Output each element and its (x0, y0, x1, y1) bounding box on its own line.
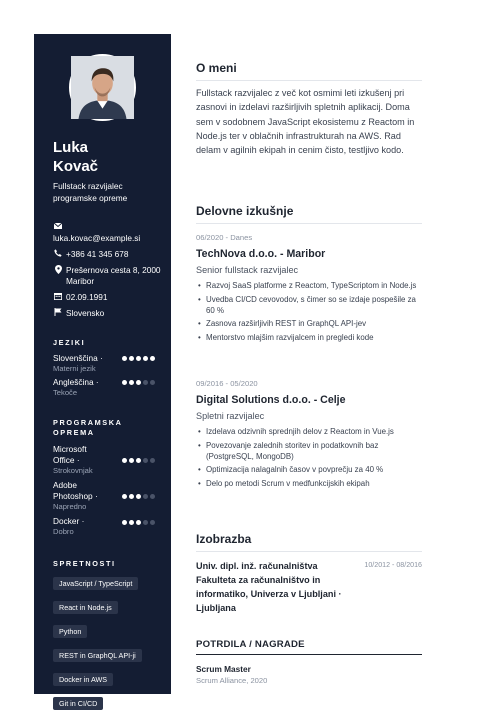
rating-dot (129, 494, 134, 499)
job-bullets (196, 281, 422, 344)
job-bullet: • Zasnova razširljivih REST in GraphQL API-jev (196, 319, 422, 330)
email-text: luka.kovac@example.si (53, 233, 141, 243)
rating-dot (143, 356, 148, 361)
job-title: Senior fullstack razvijalec (196, 265, 299, 275)
language-name: Angleščina · (53, 377, 99, 387)
profile-name (53, 138, 98, 176)
job-date: 06/2020 - Danes (196, 233, 253, 242)
certificates-divider (196, 654, 422, 655)
about-heading: O meni (196, 61, 237, 75)
last-name: Kovač (53, 158, 99, 175)
job-title: Spletni razvijalec (196, 411, 265, 421)
software-item (53, 444, 155, 476)
software-name: Docker · (53, 516, 85, 526)
skills-list (53, 573, 165, 717)
job-company: Digital Solutions d.o.o. - Celje (196, 394, 346, 406)
job-bullet: • Uvedba CI/CD cevovodov, s čimer so se izdaje pospešile za 60 % (196, 295, 422, 317)
software-list (53, 444, 155, 540)
software-rating (122, 458, 155, 463)
rating-dot (136, 380, 141, 385)
software-name: Photoshop · (53, 491, 98, 501)
rating-dot (122, 494, 127, 499)
rating-dot (129, 380, 134, 385)
education-heading: Izobrazba (196, 532, 252, 546)
software-level: Strokovnjak (53, 466, 93, 475)
software-name: Microsoft (53, 444, 87, 454)
about-text: Fullstack razvijalec z več kot osmimi leti izkušenj pri zasnovi in izdelavi razširljivih spletnih aplikacij. Doma sem v sodobnem JavaScript ekosistemu z Reactom in Node.js ter v oblačnih infrastrukturah na AWS. Rad delam v agilnih ekipah in cenim čisto, testljivo kodo. (196, 88, 415, 156)
rating-dot (143, 458, 148, 463)
job-entry (196, 379, 422, 493)
language-rating (122, 356, 155, 361)
profile-role: Fullstack razvijalec programske opreme (53, 181, 128, 203)
flag-icon (53, 308, 63, 319)
rating-dot (136, 494, 141, 499)
software-level: Napredno (53, 502, 87, 511)
skill-tag: Git in CI/CD (53, 697, 103, 710)
job-bullet: • Izdelava odzivnih sprednjih delov z Reactom in Vue.js (196, 427, 422, 438)
software-heading (53, 418, 123, 438)
language-item (53, 377, 155, 398)
software-heading-line: OPREMA (53, 428, 95, 437)
languages-heading: JEZIKI (53, 338, 86, 347)
rating-dot (150, 380, 155, 385)
software-rating (122, 520, 155, 525)
skill-tag: JavaScript / TypeScript (53, 577, 138, 590)
job-bullet: • Mentorstvo mlajšim razvijalcem in pregledi kode (196, 333, 422, 344)
nationality-text: Slovensko (66, 308, 105, 318)
job-bullets (196, 427, 422, 490)
languages-list (53, 353, 155, 401)
phone-text: +386 41 345 678 (66, 249, 129, 259)
software-rating (122, 494, 155, 499)
contact-email[interactable] (53, 221, 165, 244)
rating-dot (122, 458, 127, 463)
skill-tag: Docker in AWS (53, 673, 113, 686)
education-divider (196, 551, 422, 552)
language-level: Tekoče (53, 388, 78, 397)
rating-dot (150, 520, 155, 525)
contact-birthdate (53, 292, 165, 303)
rating-dot (136, 356, 141, 361)
rating-dot (122, 356, 127, 361)
job-bullet: • Razvoj SaaS platforme z Reactom, TypeScriptom in Node.js (196, 281, 422, 292)
contact-list (53, 221, 165, 324)
language-rating (122, 380, 155, 385)
profile-photo (71, 56, 134, 119)
education-entry (196, 560, 422, 615)
job-date: 09/2016 - 05/2020 (196, 379, 258, 388)
calendar-icon (53, 292, 63, 303)
software-name: Adobe (53, 480, 77, 490)
rating-dot (122, 380, 127, 385)
skill-tag: React in Node.js (53, 601, 118, 614)
rating-dot (129, 458, 134, 463)
sidebar (34, 34, 171, 708)
first-name: Luka (53, 139, 89, 156)
rating-dot (150, 494, 155, 499)
language-item (53, 353, 155, 374)
skill-tag: REST in GraphQL API-ji (53, 649, 142, 662)
about-divider (196, 80, 422, 81)
software-level: Dobro (53, 527, 74, 536)
software-name: Office · (53, 455, 80, 465)
language-level: Materni jezik (53, 364, 96, 373)
skill-tag: Python (53, 625, 87, 638)
job-bullet: • Optimizacija nalagalnih časov v povprečju za 40 % (196, 465, 422, 476)
rating-dot (143, 380, 148, 385)
education-date: 10/2012 - 08/2016 (364, 561, 422, 569)
experience-heading: Delovne izkušnje (196, 204, 294, 218)
avatar (69, 54, 136, 121)
job-entry (196, 233, 422, 347)
education-school: Fakulteta za računalništvo in informatiko, Univerza v Ljubljani · Ljubljana (196, 575, 342, 613)
software-item (53, 516, 155, 537)
rating-dot (122, 520, 127, 525)
rating-dot (150, 356, 155, 361)
skills-heading: SPRETNOSTI (53, 559, 116, 568)
rating-dot (150, 458, 155, 463)
phone-icon (53, 249, 63, 260)
education-degree: Univ. dipl. inž. računalništva (196, 561, 318, 571)
software-heading-line: PROGRAMSKA (53, 418, 123, 427)
certificates-heading: POTRDILA / NAGRADE (196, 639, 305, 650)
job-company: TechNova d.o.o. - Maribor (196, 248, 326, 260)
rating-dot (136, 458, 141, 463)
language-name: Slovenščina · (53, 353, 103, 363)
envelope-icon (53, 221, 63, 232)
birthdate-text: 02.09.1991 (66, 292, 108, 302)
certificate-item: Scrum Master (196, 664, 251, 674)
software-item (53, 480, 155, 512)
address-text: Prešernova cesta 8, 2000 Maribor (66, 265, 161, 286)
rating-dot (143, 494, 148, 499)
contact-phone[interactable] (53, 249, 165, 260)
job-bullet: • Povezovanje zalednih storitev in podatkovnih baz (PostgreSQL, MongoDB) (196, 441, 422, 463)
rating-dot (129, 356, 134, 361)
job-bullet: • Delo po metodi Scrum v medfunkcijskih ekipah (196, 479, 422, 490)
certificate-issuer: Scrum Alliance, 2020 (196, 676, 268, 685)
rating-dot (129, 520, 134, 525)
contact-address (53, 265, 165, 287)
rating-dot (136, 520, 141, 525)
contact-nationality (53, 308, 165, 319)
location-pin-icon (53, 265, 63, 277)
rating-dot (143, 520, 148, 525)
experience-divider (196, 223, 422, 224)
